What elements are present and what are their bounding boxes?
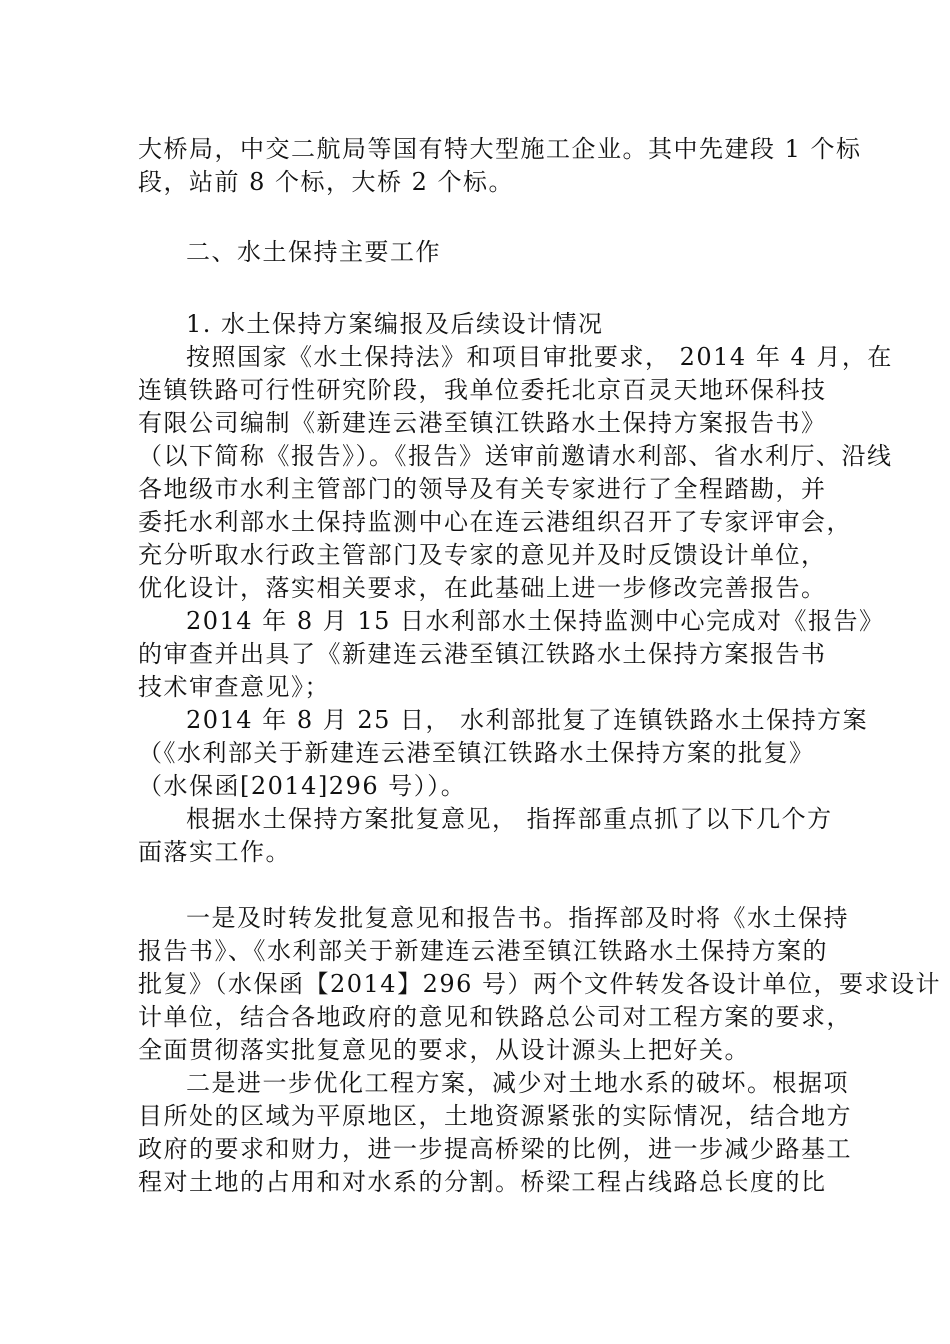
paragraph-line: 2014 年 8 月 25 日， 水利部批复了连镇铁路水土保持方案 [186, 706, 869, 734]
paragraph-construction-units [138, 133, 862, 199]
paragraph-line: 有限公司编制《新建连云港至镇江铁路水土保持方案报告书》 [138, 409, 827, 437]
paragraph-technical-review [138, 605, 885, 704]
paragraph-ministry-approval [138, 704, 869, 803]
paragraph-report-preparation [138, 341, 893, 605]
section-heading: 二、水土保持主要工作 [186, 238, 441, 266]
paragraph-line: 充分听取水行政主管部门及专家的意见并及时反馈设计单位， [138, 541, 827, 569]
subsection-heading: 1. 水土保持方案编报及后续设计情况 [186, 310, 604, 338]
paragraph-line: 二是进一步优化工程方案，减少对土地水系的破坏。根据项 [186, 1069, 849, 1097]
paragraph-line: 一是及时转发批复意见和报告书。指挥部及时将《水土保持 [186, 904, 849, 932]
paragraph-line: 全面贯彻落实批复意见的要求，从设计源头上把好关。 [138, 1036, 750, 1064]
paragraph-line: 程对土地的占用和对水系的分割。桥梁工程占线路总长度的比 [138, 1168, 827, 1196]
paragraph-line: 报告书》、《水利部关于新建连云港至镇江铁路水土保持方案的 [138, 937, 828, 965]
paragraph-line: 计单位，结合各地政府的意见和铁路总公司对工程方案的要求， [138, 1003, 852, 1031]
paragraph-line: 面落实工作。 [138, 838, 291, 866]
paragraph-line: （《水利部关于新建连云港至镇江铁路水土保持方案的批复》 [138, 739, 815, 767]
paragraph-line: 的审查并出具了《新建连云港至镇江铁路水土保持方案报告书 [138, 640, 827, 668]
paragraph-line: 大桥局，中交二航局等国有特大型施工企业。其中先建段 1 个标 [138, 135, 862, 163]
section-heading-block [138, 236, 838, 269]
paragraph-line: 根据水土保持方案批复意见， 指挥部重点抓了以下几个方 [186, 805, 833, 833]
paragraph-line: 目所处的区域为平原地区，土地资源紧张的实际情况，结合地方 [138, 1102, 852, 1130]
paragraph-line: 政府的要求和财力，进一步提高桥梁的比例，进一步减少路基工 [138, 1135, 852, 1163]
paragraph-line: （水保函[2014]296 号））。 [138, 772, 467, 800]
paragraph-line: 技术审查意见》； [138, 673, 330, 701]
paragraph-line: 各地级市水利主管部门的领导及有关专家进行了全程踏勘，并 [138, 475, 827, 503]
paragraph-forward-approval [138, 902, 942, 1067]
subsection-heading-block [138, 308, 838, 341]
paragraph-line: 优化设计，落实相关要求，在此基础上进一步修改完善报告。 [138, 574, 827, 602]
paragraph-line: 委托水利部水土保持监测中心在连云港组织召开了专家评审会， [138, 508, 852, 536]
paragraph-line: （以下简称《报告》）。《报告》送审前邀请水利部、省水利厅、沿线 [138, 442, 893, 470]
paragraph-line: 按照国家《水土保持法》和项目审批要求， 2014 年 4 月，在 [186, 343, 893, 371]
paragraph-line: 段，站前 8 个标，大桥 2 个标。 [138, 168, 515, 196]
paragraph-implementation-intro [138, 803, 838, 869]
paragraph-line: 连镇铁路可行性研究阶段，我单位委托北京百灵天地环保科技 [138, 376, 827, 404]
paragraph-line: 2014 年 8 月 15 日水利部水土保持监测中心完成对《报告》 [186, 607, 885, 635]
paragraph-optimize-plan [138, 1067, 852, 1199]
paragraph-line: 批复》（水保函【2014】296 号）两个文件转发各设计单位，要求设计 [138, 970, 942, 998]
